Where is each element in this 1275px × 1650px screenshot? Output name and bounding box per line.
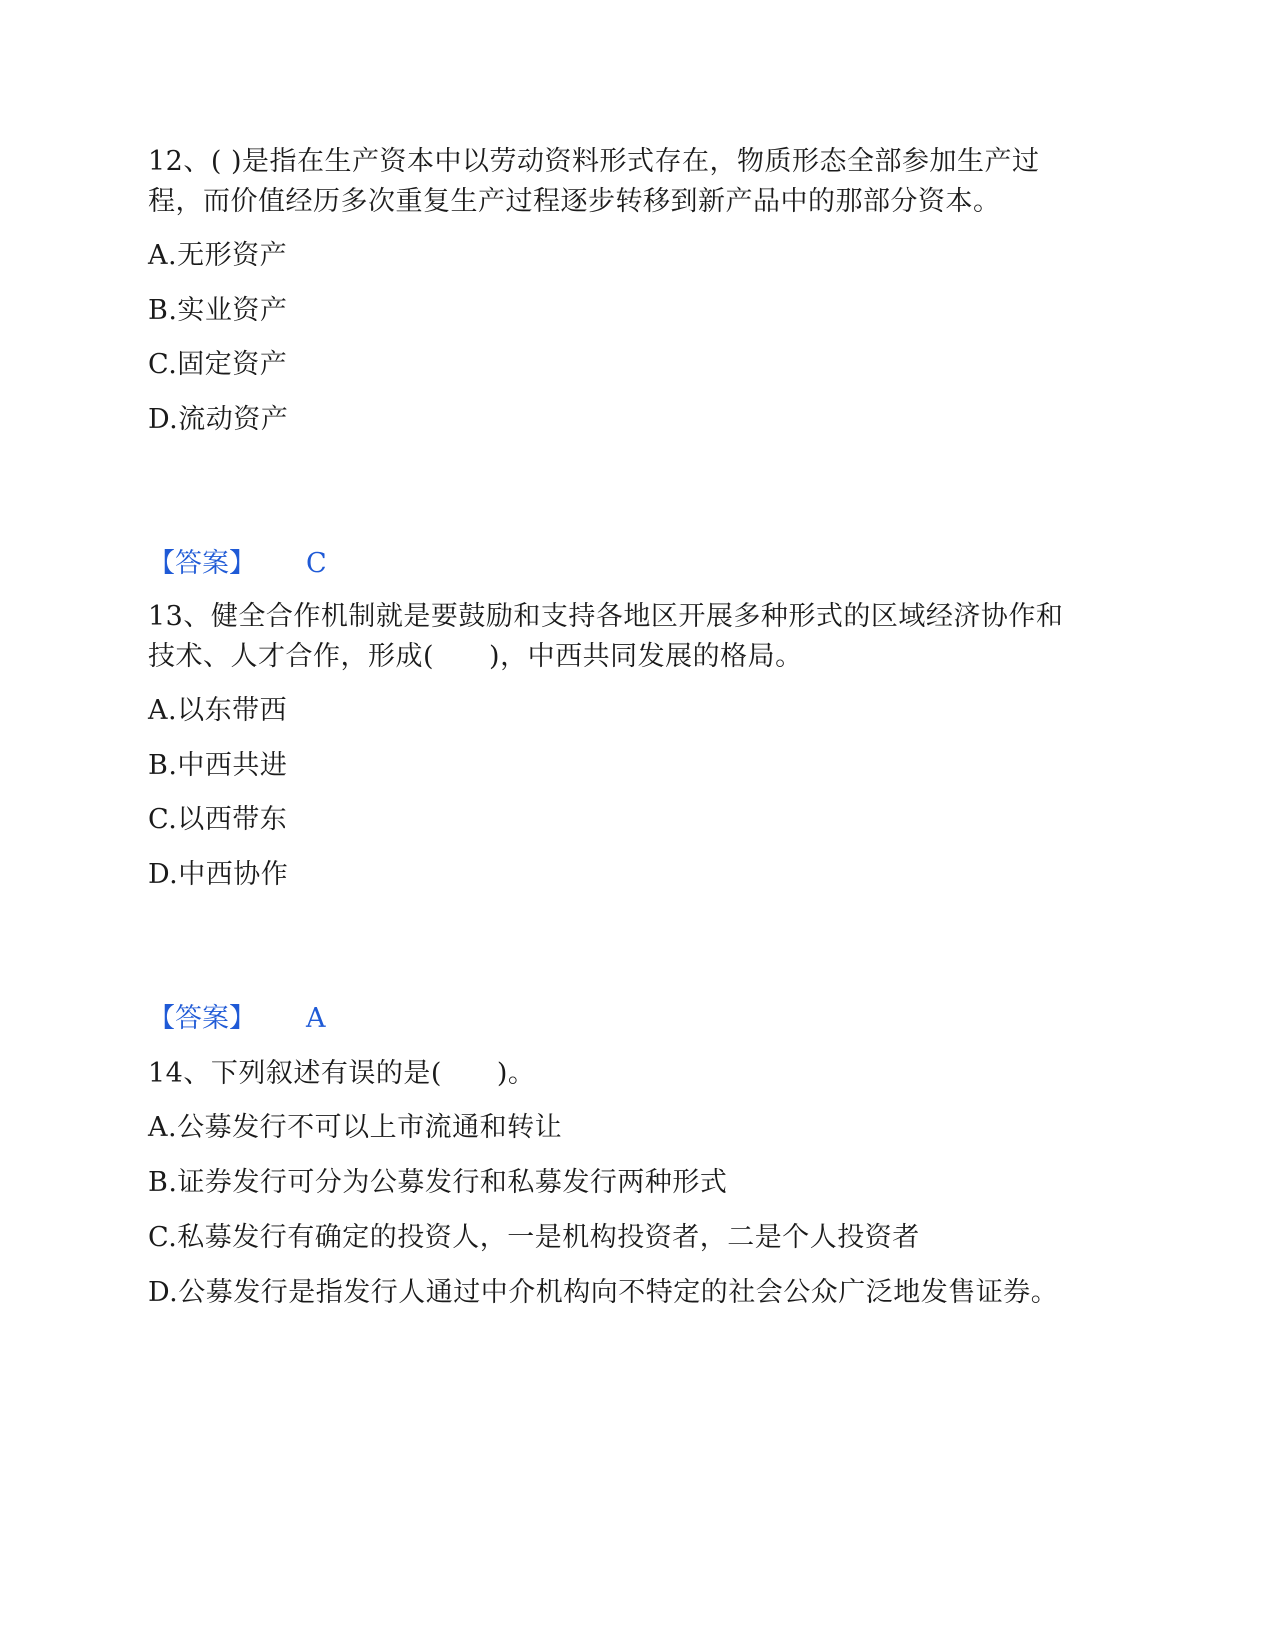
- question-12-option-a: A.无形资产: [148, 240, 288, 271]
- answer-label: 【答案】: [148, 1003, 256, 1034]
- question-14-option-b: B.证券发行可分为公募发行和私募发行两种形式: [148, 1167, 728, 1198]
- question-14-stem: 14、下列叙述有误的是( )。: [148, 1058, 536, 1089]
- answer-value: A: [306, 1003, 326, 1034]
- question-12-option-b: B.实业资产: [148, 295, 288, 326]
- question-12-stem-line-2: 程，而价值经历多次重复生产过程逐步转移到新产品中的那部分资本。: [148, 186, 1001, 217]
- question-13-stem-line-2: 技术、人才合作，形成( )，中西共同发展的格局。: [148, 641, 803, 672]
- question-14-option-c: C.私募发行有确定的投资人，一是机构投资者，二是个人投资者: [148, 1222, 920, 1253]
- question-13-option-a: A.以东带西: [148, 695, 288, 726]
- question-13-option-d: D.中西协作: [148, 859, 289, 890]
- question-13-option-b: B.中西共进: [148, 750, 288, 781]
- question-12-option-d: D.流动资产: [148, 404, 289, 435]
- question-14-option-d: D.公募发行是指发行人通过中介机构向不特定的社会公众广泛地发售证券。: [148, 1277, 1059, 1308]
- question-14-option-a: A.公募发行不可以上市流通和转让: [148, 1112, 563, 1143]
- question-13-option-c: C.以西带东: [148, 804, 288, 835]
- question-12-stem-line-1: 12、( )是指在生产资本中以劳动资料形式存在，物质形态全部参加生产过: [148, 146, 1040, 177]
- question-12-answer: [148, 544, 327, 584]
- answer-label: 【答案】: [148, 548, 256, 579]
- question-13-answer: [148, 999, 326, 1039]
- question-13-stem-line-1: 13、健全合作机制就是要鼓励和支持各地区开展多种形式的区域经济协作和: [148, 601, 1064, 632]
- question-12-option-c: C.固定资产: [148, 349, 288, 380]
- answer-value: C: [306, 548, 327, 579]
